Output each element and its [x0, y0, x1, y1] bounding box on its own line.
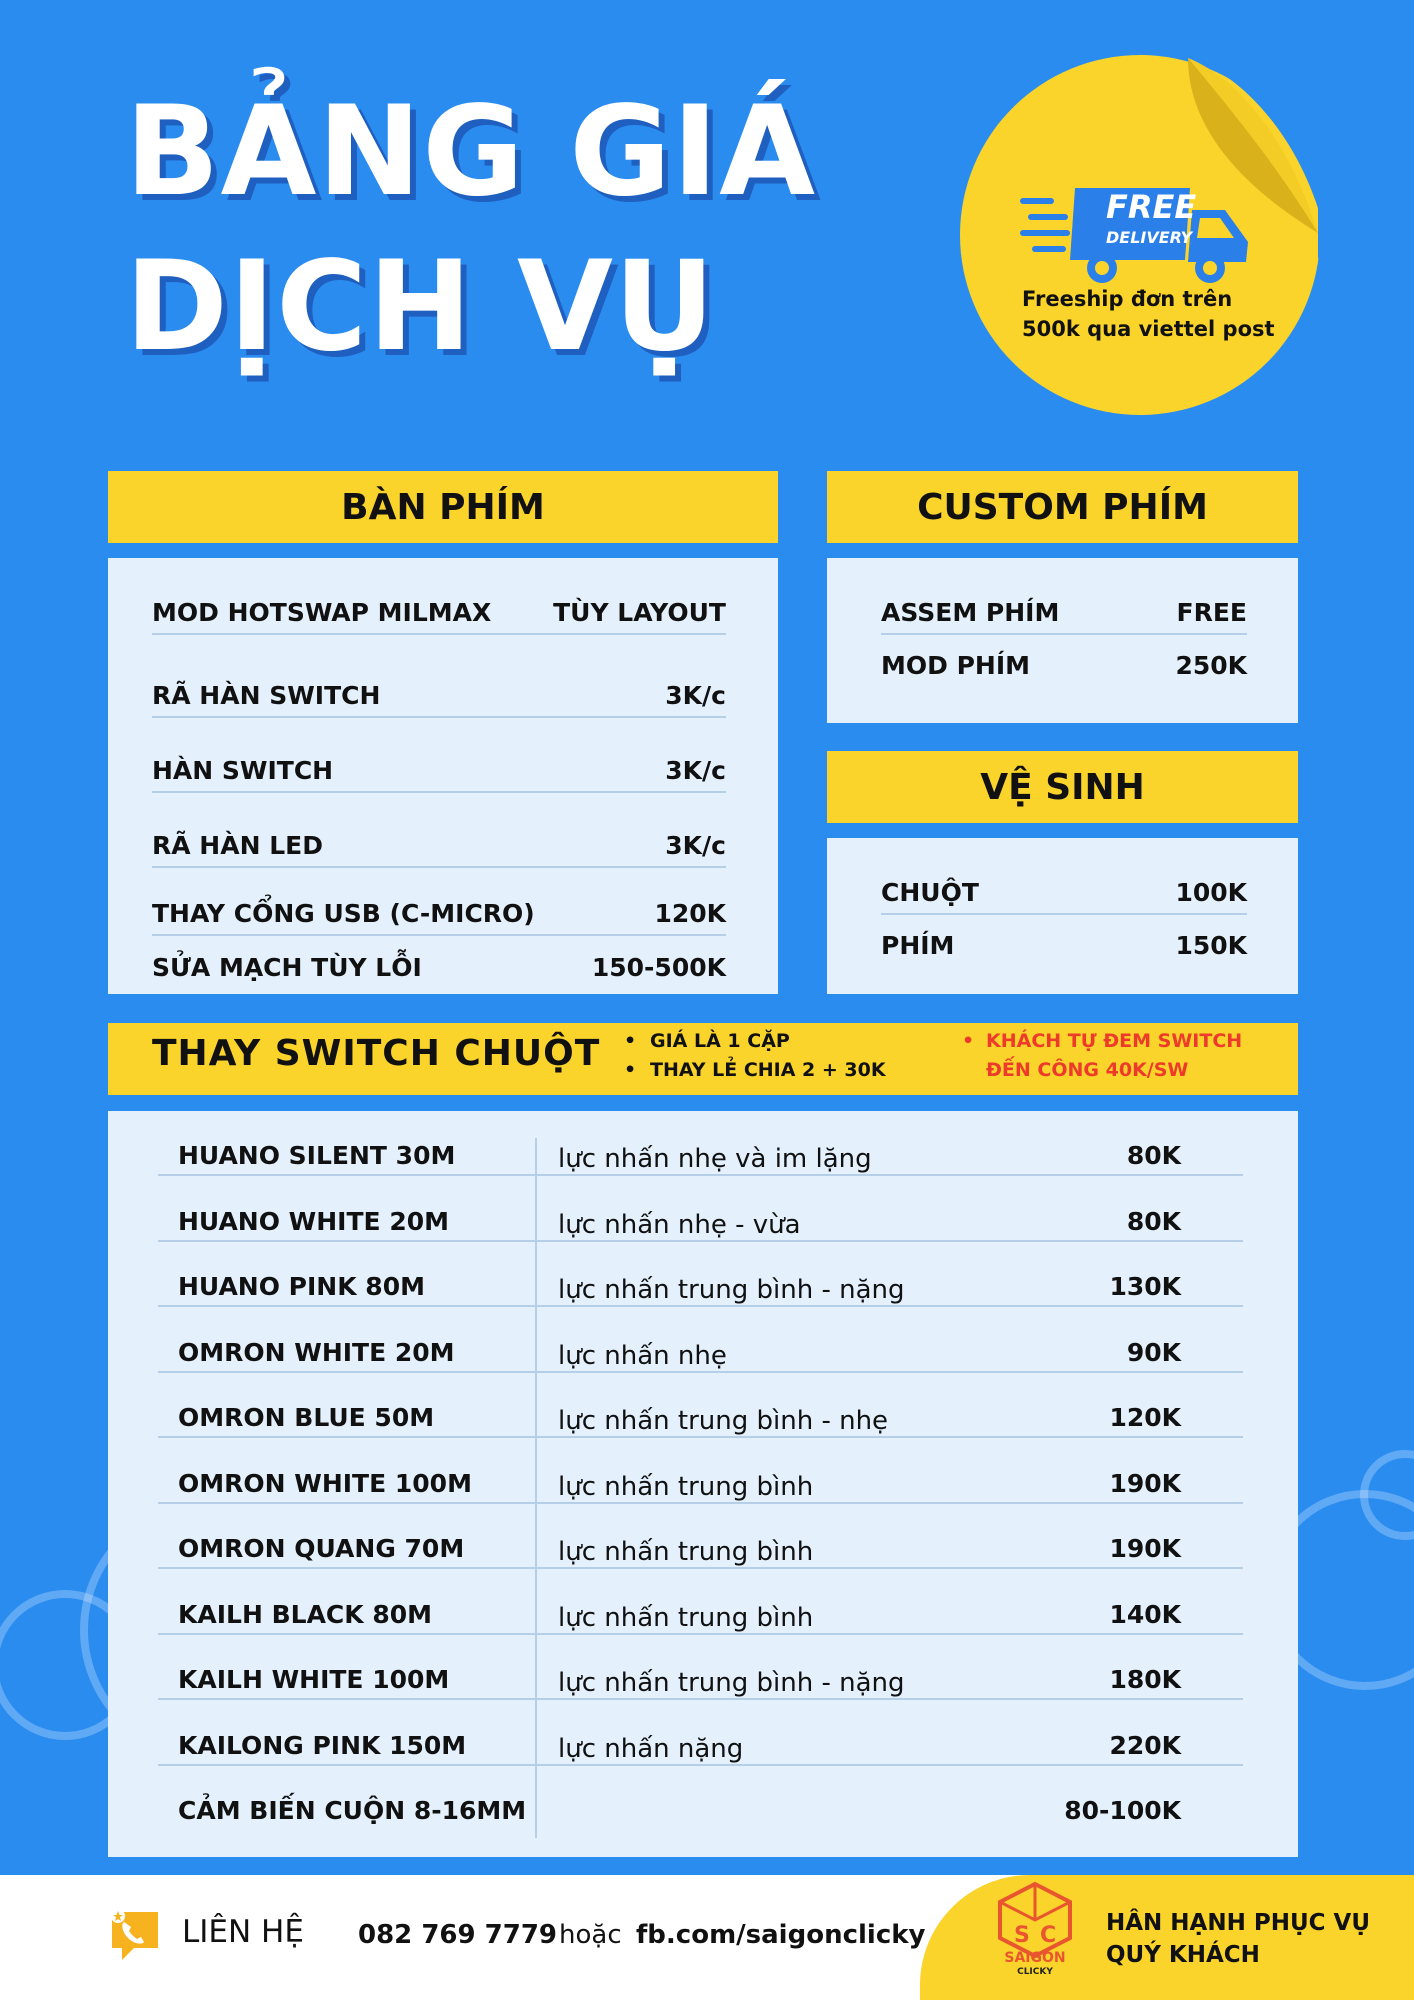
- service-price: 120K: [654, 899, 726, 928]
- ve-sinh-row: [881, 858, 1247, 915]
- ve-sinh-row: [881, 918, 1247, 966]
- switch-row: [158, 1438, 1243, 1504]
- switch-price: 140K: [1109, 1599, 1181, 1629]
- service-name: THAY CỔNG USB (C-MICRO): [152, 899, 535, 928]
- switch-description: lực nhấn trung bình: [558, 1471, 814, 1502]
- switch-price: 120K: [1109, 1403, 1181, 1432]
- logo-subtext: CLICKY: [1017, 1967, 1053, 1977]
- switch-description: lực nhấn nhẹ và im lặng: [558, 1144, 872, 1174]
- service-name: MOD HOTSWAP MILMAX: [152, 598, 492, 627]
- switch-row: [158, 1569, 1243, 1635]
- ban-phim-header: BÀN PHÍM: [108, 471, 778, 543]
- phone-number[interactable]: 082 769 7779: [358, 1920, 558, 1950]
- service-price: 3K/c: [665, 831, 726, 860]
- switch-name: OMRON WHITE 100M: [178, 1468, 472, 1498]
- service-price: 250K: [1175, 651, 1247, 680]
- ve-sinh-header: VỆ SINH: [827, 751, 1298, 823]
- ban-phim-row: [152, 578, 726, 635]
- switch-price: 80K: [1126, 1141, 1181, 1170]
- switch-row: [158, 1241, 1243, 1307]
- delivery-badge-text: DELIVERY: [1106, 228, 1193, 247]
- ban-phim-row: [152, 810, 726, 868]
- thanks-line2: QUÝ KHÁCH: [1106, 1942, 1260, 1968]
- switch-note-red: • KHÁCH TỰ ĐEM SWITCH ĐẾN CÔNG 40K/SW: [962, 1027, 1292, 1085]
- service-price: TÙY LAYOUT: [553, 598, 726, 627]
- thanks-message: [1106, 1907, 1396, 1971]
- switch-row: [158, 1110, 1243, 1176]
- ban-phim-row: [152, 660, 726, 718]
- service-name: SỬA MẠCH TÙY LỖI: [152, 953, 422, 982]
- thay-switch-title: THAY SWITCH CHUỘT: [152, 1033, 601, 1074]
- switch-row: [158, 1503, 1243, 1569]
- switch-row: [158, 1176, 1243, 1242]
- switch-note: • THAY LẺ CHIA 2 + 30K: [622, 1056, 886, 1085]
- service-price: 150K: [1175, 931, 1247, 960]
- freeship-text-line1: Freeship đơn trên: [1022, 287, 1233, 311]
- free-badge-text: FREE: [1106, 188, 1197, 226]
- switch-description: lực nhấn trung bình - nhẹ: [558, 1406, 889, 1436]
- service-name: RÃ HÀN LED: [152, 831, 323, 860]
- switch-name: HUANO WHITE 20M: [178, 1206, 449, 1236]
- custom-phim-header: CUSTOM PHÍM: [827, 471, 1298, 543]
- switch-price: 80-100K: [1064, 1796, 1181, 1825]
- switch-name: KAILH WHITE 100M: [178, 1665, 450, 1694]
- page-title-line1: BẢNG GIÁ: [125, 80, 817, 224]
- switch-note-red-line1: KHÁCH TỰ ĐEM SWITCH: [986, 1030, 1243, 1052]
- switch-price: 190K: [1109, 1468, 1181, 1498]
- service-name: ASSEM PHÍM: [881, 598, 1060, 627]
- switch-description: lực nhấn nặng: [558, 1733, 744, 1764]
- service-name: RÃ HÀN SWITCH: [152, 681, 381, 710]
- custom-phim-row: [881, 638, 1247, 686]
- switch-name: KAILONG PINK 150M: [178, 1730, 467, 1760]
- switch-row: [158, 1307, 1243, 1373]
- switch-name: OMRON QUANG 70M: [178, 1534, 465, 1563]
- switch-description: lực nhấn nhẹ: [558, 1340, 727, 1371]
- logo-name: SAIGON: [1004, 1950, 1066, 1966]
- thanks-line1: HÂN HẠNH PHỤC VỤ: [1106, 1910, 1371, 1936]
- switch-price: 80K: [1126, 1206, 1181, 1236]
- switch-row: [158, 1700, 1243, 1766]
- service-price: 3K/c: [665, 681, 726, 710]
- switch-notes: [622, 1027, 886, 1085]
- ban-phim-row: [152, 735, 726, 793]
- switch-price: 130K: [1109, 1272, 1181, 1301]
- switch-note: • GIÁ LÀ 1 CẶP: [622, 1027, 886, 1056]
- switch-name: CẢM BIẾN CUỘN 8-16MM: [178, 1796, 527, 1825]
- service-name: PHÍM: [881, 931, 955, 960]
- switch-description: lực nhấn trung bình: [558, 1537, 814, 1567]
- service-name: MOD PHÍM: [881, 651, 1031, 680]
- switch-name: KAILH BLACK 80M: [178, 1599, 433, 1629]
- custom-phim-row: [881, 578, 1247, 635]
- switch-row: [158, 1634, 1243, 1700]
- switch-name: HUANO SILENT 30M: [178, 1141, 456, 1170]
- switch-name: HUANO PINK 80M: [178, 1272, 425, 1301]
- switch-description: lực nhấn trung bình - nặng: [558, 1668, 905, 1698]
- switch-price: 180K: [1109, 1665, 1181, 1694]
- svg-text:C: C: [1040, 1923, 1057, 1948]
- service-price: 3K/c: [665, 756, 726, 785]
- or-text: hoặc: [559, 1920, 622, 1950]
- ban-phim-row: [152, 938, 726, 988]
- service-name: CHUỘT: [881, 878, 979, 907]
- switch-row: [158, 1765, 1243, 1831]
- switch-description: lực nhấn trung bình - nặng: [558, 1275, 905, 1305]
- switch-name: OMRON BLUE 50M: [178, 1403, 435, 1432]
- service-price: 100K: [1175, 878, 1247, 907]
- switch-name: OMRON WHITE 20M: [178, 1337, 455, 1367]
- switch-description: lực nhấn trung bình: [558, 1602, 814, 1633]
- switch-price: 190K: [1109, 1534, 1181, 1563]
- switch-row: [158, 1372, 1243, 1438]
- switch-price: 220K: [1109, 1730, 1181, 1760]
- phone-chat-icon: [106, 1906, 164, 1964]
- contact-label: LIÊN HỆ: [182, 1914, 304, 1950]
- switch-description: lực nhấn nhẹ - vừa: [558, 1209, 801, 1240]
- facebook-link[interactable]: fb.com/saigonclicky: [636, 1920, 926, 1950]
- ban-phim-row: [152, 884, 726, 936]
- switch-price: 90K: [1126, 1337, 1181, 1367]
- svg-text:S: S: [1014, 1923, 1030, 1948]
- page-title-line2: DỊCH VỤ: [125, 235, 716, 379]
- freeship-text: [1022, 284, 1312, 344]
- freeship-text-line2: 500k qua viettel post: [1022, 317, 1275, 341]
- service-price: 150-500K: [591, 953, 726, 982]
- switch-note-red-line2: ĐẾN CÔNG 40K/SW: [986, 1059, 1189, 1081]
- service-price: FREE: [1176, 598, 1247, 627]
- service-name: HÀN SWITCH: [152, 756, 334, 785]
